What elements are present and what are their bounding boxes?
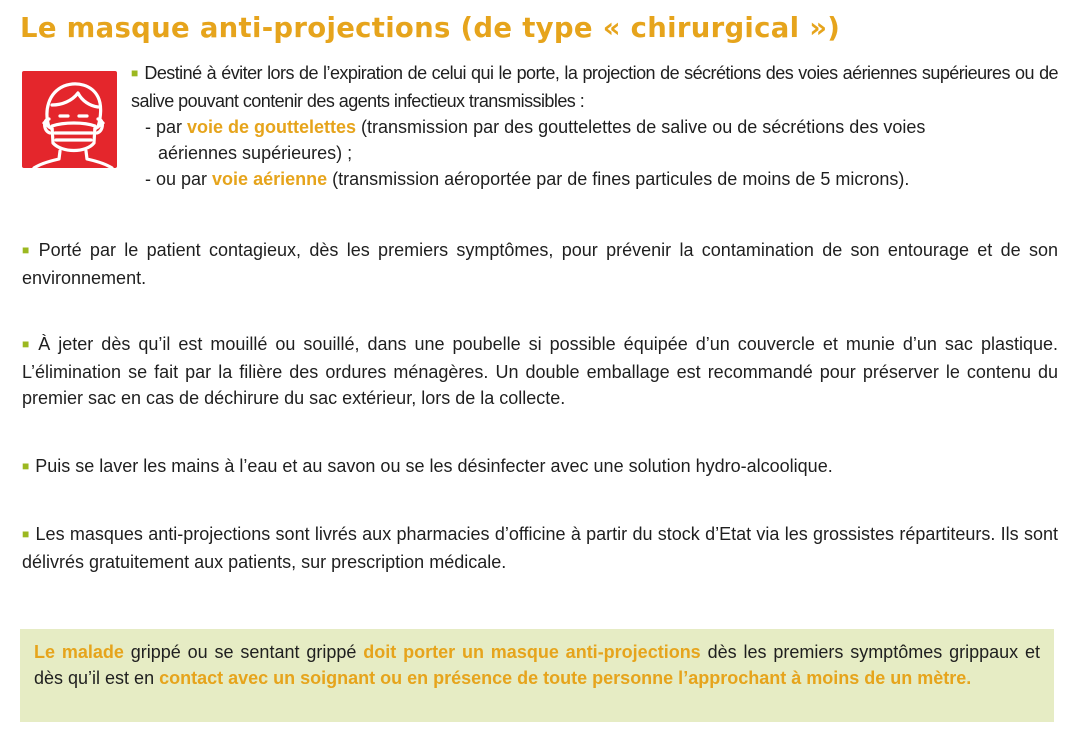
bullet-icon: ■: [22, 337, 33, 351]
bullet-icon: ■: [22, 527, 30, 541]
intro-block: [131, 60, 1058, 192]
bullet-icon: ■: [22, 243, 33, 257]
key-message-box: Le malade grippé ou se sentant grippé doit porter un masque anti-projections dès les premiers symptômes grippaux et dès qu’il est en contact avec un soignant ou en présence de toute personne l’approchant à moins de un mètre.: [20, 629, 1054, 722]
paragraph-hand-hygiene: ■ Puis se laver les mains à l’eau et au savon ou se les désinfecter avec une solution hydro-alcoolique.: [22, 456, 833, 476]
paragraph-distribution: ■ Les masques anti-projections sont livrés aux pharmacies d’officine à partir du stock d’Etat via les grossistes répartiteurs. Ils sont délivrés gratuitement aux patients, sur prescription médicale.: [22, 524, 1058, 572]
intro-item-airborne: - ou par voie aérienne (transmission aéroportée par de fines particules de moins de 5 microns).: [145, 169, 910, 189]
paragraph-disposal: ■ À jeter dès qu’il est mouillé ou souillé, dans une poubelle si possible équipée d’un couvercle et munie d’un sac plastique. L’élimination se fait par la filière des ordures ménagères. Un double emballage est recommandé pour préserver le contenu du premier sac en cas de déchirure du sac extérieur, lors de la collecte.: [22, 334, 1058, 408]
bullet-icon: ■: [131, 66, 139, 80]
page-title: Le masque anti-projections (de type « chirurgical »): [20, 12, 841, 44]
masked-face-icon: [22, 71, 117, 168]
bullet-icon: ■: [22, 459, 30, 473]
intro-lead: ■ Destiné à éviter lors de l’expiration de celui qui le porte, la projection de sécrétions des voies aériennes supérieures ou de salive pouvant contenir des agents infectieux transmissibles :: [131, 63, 1058, 111]
highlight-airborne: voie aérienne: [212, 169, 328, 189]
paragraph-worn-by-patient: ■ Porté par le patient contagieux, dès les premiers symptômes, pour prévenir la contamination de son entourage et de son environnement.: [22, 240, 1059, 288]
highlight-droplets: voie de gouttelettes: [187, 117, 357, 137]
intro-item-droplets: - par voie de gouttelettes (transmission par des gouttelettes de salive ou de sécrétions des voies aériennes supérieures) ;: [145, 117, 926, 163]
